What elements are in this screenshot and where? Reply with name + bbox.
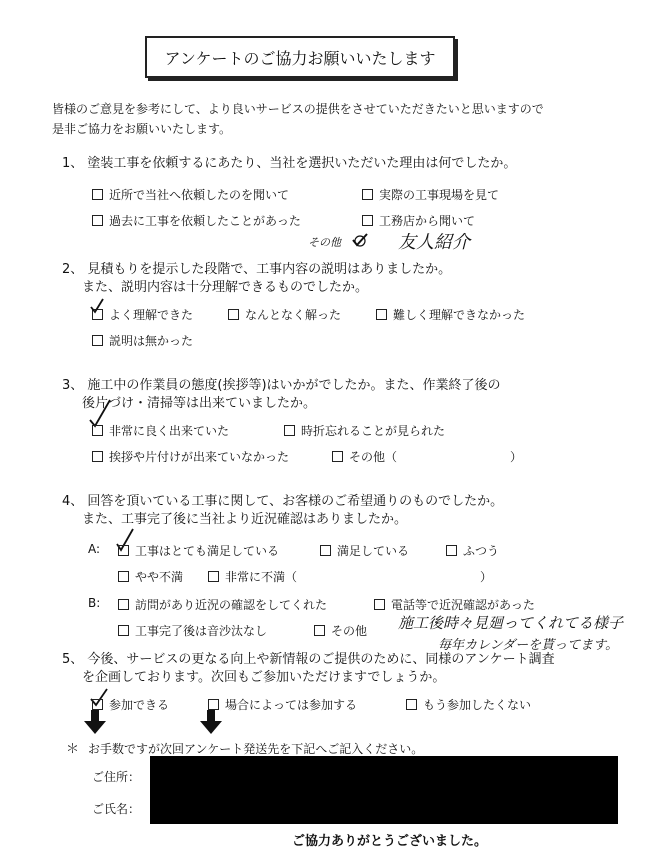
q4-a-option-4[interactable]: やや不満 — [118, 568, 183, 585]
q1-handwritten-other: その他 — [308, 236, 341, 249]
q1-option-2[interactable]: 実際の工事現場を見て — [362, 186, 499, 203]
checkbox-icon[interactable] — [446, 545, 457, 556]
checkbox-icon[interactable] — [118, 571, 129, 582]
question-3-line-2: 後片づけ・清掃等は出来ていましたか。 — [82, 396, 317, 411]
down-arrow-icon — [200, 710, 222, 734]
q1-option-1[interactable]: 近所で当社へ依頼したのを聞いて — [92, 186, 289, 203]
question-2-line-2: また、説明内容は十分理解できるものでしたか。 — [82, 280, 369, 295]
q5-option-3[interactable]: もう参加したくない — [406, 696, 531, 713]
q4-b-handwritten-line-1: 施工後時々見廻ってくれてる様子 — [398, 614, 624, 632]
q4-a-option-3[interactable]: ふつう — [446, 542, 499, 559]
q4-b-option-2[interactable]: 電話等で近況確認があった — [374, 596, 535, 613]
check-mark-icon — [350, 232, 370, 248]
check-mark-icon — [89, 298, 105, 314]
q1-option-4[interactable]: 工務店から聞いて — [362, 212, 475, 229]
checkbox-icon[interactable] — [92, 335, 103, 346]
thanks-text: ご協力ありがとうございました。 — [292, 834, 488, 849]
note-text: お手数ですが次回アンケート発送先を下記へご記入ください。 — [88, 742, 424, 756]
q4-a-option-1[interactable]: 工事はとても満足している — [118, 542, 279, 559]
page-title-text: アンケートのご協力お願いいたします — [164, 48, 436, 68]
question-2-line-1: 2、 見積もりを提示した段階で、工事内容の説明はありましたか。 — [62, 262, 452, 277]
checkbox-icon[interactable] — [92, 215, 103, 226]
checkbox-icon[interactable] — [320, 545, 331, 556]
checkbox-icon[interactable] — [118, 599, 129, 610]
checkbox-icon[interactable] — [332, 451, 343, 462]
checkbox-icon[interactable] — [362, 215, 373, 226]
checkbox-icon[interactable] — [92, 699, 103, 710]
intro-line-1: 皆様のご意見を参考にして、より良いサービスの提供をさせていただきたいと思いますので — [52, 102, 544, 116]
note-mark: ＊ — [66, 742, 80, 757]
q3-option-1[interactable]: 非常に良く出来ていた — [92, 422, 229, 439]
q5-option-1[interactable]: 参加できる — [92, 696, 169, 713]
q1-option-3[interactable]: 過去に工事を依頼したことがあった — [92, 212, 301, 229]
q4-b-option-4[interactable]: その他 — [314, 622, 367, 639]
q3-option-3[interactable]: 挨拶や片付けが出来ていなかった — [92, 448, 289, 465]
checkbox-icon[interactable] — [376, 309, 387, 320]
checkbox-icon[interactable] — [92, 189, 103, 200]
question-4-line-2: また、工事完了後に当社より近況確認はありましたか。 — [82, 512, 408, 527]
checkbox-icon[interactable] — [406, 699, 417, 710]
q5-option-2[interactable]: 場合によっては参加する — [208, 696, 357, 713]
q3-option-4[interactable]: その他（ — [332, 448, 397, 465]
checkbox-icon[interactable] — [92, 425, 103, 436]
down-arrow-icon — [84, 710, 106, 734]
q1-handwritten-answer: 友人紹介 — [398, 232, 470, 253]
checkbox-icon[interactable] — [208, 699, 219, 710]
q3-option-2[interactable]: 時折忘れることが見られた — [284, 422, 445, 439]
checkbox-icon[interactable] — [228, 309, 239, 320]
q4-b-label: B: — [88, 596, 101, 610]
name-field-redacted — [150, 792, 618, 824]
question-3-line-1: 3、 施工中の作業員の態度(挨拶等)はいかがでしたか。また、作業終了後の — [62, 378, 501, 393]
q4-a-label: A: — [88, 542, 101, 556]
checkbox-icon[interactable] — [362, 189, 373, 200]
checkbox-icon[interactable] — [92, 451, 103, 462]
checkbox-icon[interactable] — [118, 545, 129, 556]
page-title — [145, 36, 455, 78]
q4-b-handwritten-line-2: 毎年カレンダーを貰ってます。 — [438, 638, 619, 653]
q2-option-2[interactable]: なんとなく解った — [228, 306, 341, 323]
checkbox-icon[interactable] — [208, 571, 219, 582]
checkbox-icon[interactable] — [374, 599, 385, 610]
q4-b-option-1[interactable]: 訪問があり近況の確認をしてくれた — [118, 596, 327, 613]
q4-a-option-5[interactable]: 非常に不満（ — [208, 568, 297, 585]
question-5-line-2: を企画しております。次回もご参加いただけますでしょうか。 — [82, 670, 446, 685]
checkbox-icon[interactable] — [118, 625, 129, 636]
q3-paren-close: ） — [510, 450, 523, 464]
intro-line-2: 是非ご協力をお願いいたします。 — [52, 122, 232, 136]
q4-b-option-3[interactable]: 工事完了後は音沙汰なし — [118, 622, 267, 639]
checkbox-icon[interactable] — [284, 425, 295, 436]
question-1: 1、 塗装工事を依頼するにあたり、当社を選択いただいた理由は何でしたか。 — [62, 156, 517, 171]
q4-a-option-2[interactable]: 満足している — [320, 542, 409, 559]
question-5-line-1: 5、 今後、サービスの更なる向上や新情報のご提供のために、同様のアンケート調査 — [62, 652, 555, 667]
name-label: ご氏名： — [92, 802, 141, 816]
checkbox-icon[interactable] — [314, 625, 325, 636]
q2-option-1[interactable]: よく理解できた — [92, 306, 193, 323]
q2-option-3[interactable]: 難しく理解できなかった — [376, 306, 525, 323]
q4-a-paren-close: ） — [480, 570, 493, 584]
address-label: ご住所： — [92, 770, 141, 784]
q2-option-4[interactable]: 説明は無かった — [92, 332, 193, 349]
question-4-line-1: 4、 回答を頂いている工事に関して、お客様のご希望通りのものでしたか。 — [62, 494, 504, 509]
address-field-redacted — [150, 756, 618, 792]
